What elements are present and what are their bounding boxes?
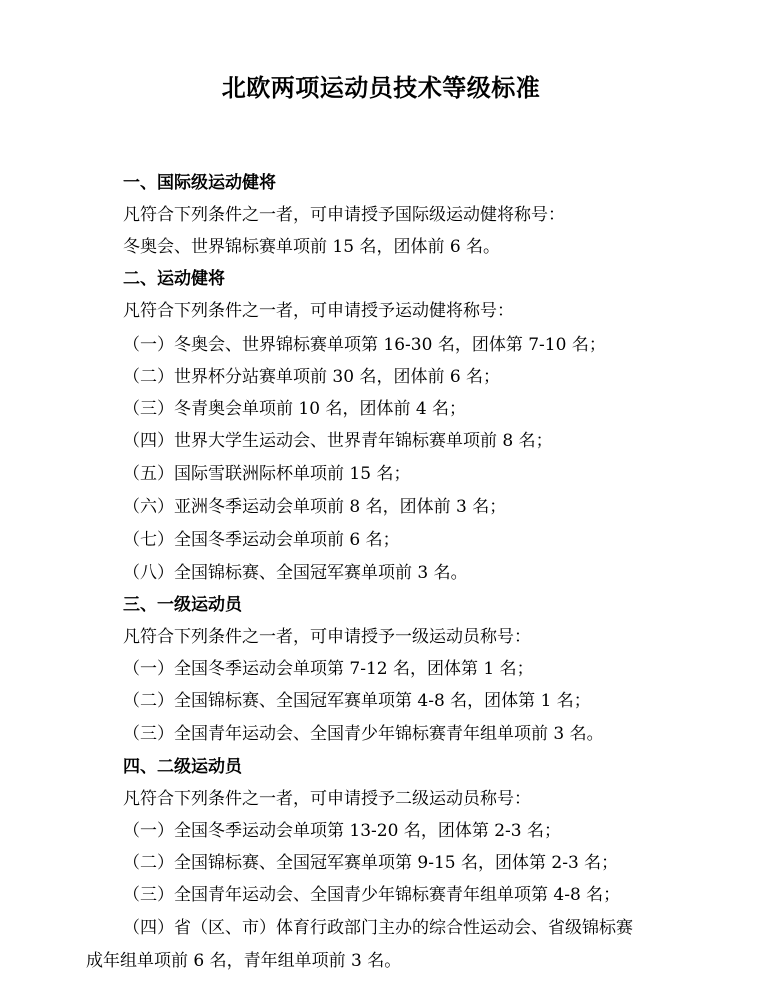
paragraph-line: 凡符合下列条件之一者，可申请授予国际级运动健将称号： — [123, 205, 565, 225]
list-item: （一）全国冬季运动会单项第 13-20 名，团体第 2-3 名； — [123, 821, 561, 841]
paragraph-line: 凡符合下列条件之一者，可申请授予一级运动员称号： — [123, 627, 531, 647]
section-heading: 二、运动健将 — [123, 269, 225, 289]
list-item: （五）国际雪联洲际杯单项前 15 名； — [123, 464, 411, 484]
list-item: （二）全国锦标赛、全国冠军赛单项第 9-15 名，团体第 2-3 名； — [123, 853, 619, 873]
list-item: （七）全国冬季运动会单项前 6 名； — [123, 530, 400, 550]
document-title: 北欧两项运动员技术等级标准 — [221, 74, 541, 102]
section-heading: 四、二级运动员 — [123, 757, 242, 777]
list-item: （六）亚洲冬季运动会单项前 8 名，团体前 3 名； — [123, 497, 507, 517]
paragraph-line: 冬奥会、世界锦标赛单项前 15 名，团体前 6 名。 — [123, 237, 501, 257]
paragraph-line: 凡符合下列条件之一者，可申请授予二级运动员称号： — [123, 789, 531, 809]
list-item: （八）全国锦标赛、全国冠军赛单项前 3 名。 — [123, 563, 468, 583]
list-item: （三）全国青年运动会、全国青少年锦标赛青年组单项第 4-8 名； — [123, 885, 621, 905]
list-item: （三）冬青奥会单项前 10 名，团体前 4 名； — [123, 399, 467, 419]
list-item: （三）全国青年运动会、全国青少年锦标赛青年组单项前 3 名。 — [123, 724, 604, 744]
list-item: （二）世界杯分站赛单项前 30 名，团体前 6 名； — [123, 367, 501, 387]
paragraph-line: 凡符合下列条件之一者，可申请授予运动健将称号： — [123, 301, 514, 321]
list-item: （二）全国锦标赛、全国冠军赛单项第 4-8 名，团体第 1 名； — [123, 691, 591, 711]
list-item: （一）冬奥会、世界锦标赛单项第 16-30 名，团体第 7-10 名； — [123, 335, 606, 355]
list-item: （四）世界大学生运动会、世界青年锦标赛单项前 8 名； — [123, 431, 553, 451]
list-item-continuation: 成年组单项前 6 名，青年组单项前 3 名。 — [86, 951, 402, 971]
list-item: （四）省（区、市）体育行政部门主办的综合性运动会、省级锦标赛 — [123, 918, 633, 938]
section-heading: 一、国际级运动健将 — [123, 173, 276, 193]
list-item: （一）全国冬季运动会单项第 7-12 名，团体第 1 名； — [123, 659, 534, 679]
section-heading: 三、一级运动员 — [123, 595, 242, 615]
